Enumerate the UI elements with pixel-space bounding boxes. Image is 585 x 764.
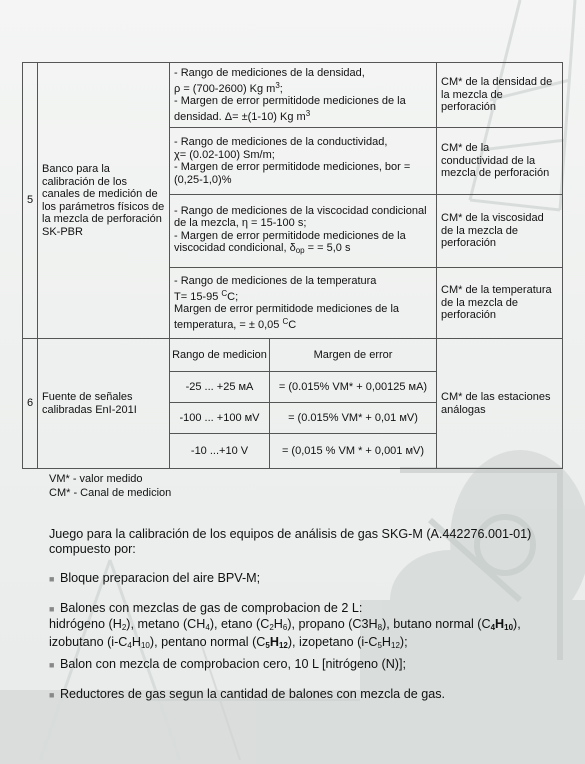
table-row <box>23 339 563 469</box>
error-cell: = (0.015% VM* + 0,01 мV) <box>270 403 437 434</box>
analog-stations-channel: CM* de las estaciones análogas <box>437 339 563 469</box>
footnotes <box>49 472 171 500</box>
header-range: Rango de medicion <box>170 339 270 372</box>
range-cell: -25 ... +25 мА <box>170 372 270 403</box>
temperature-channel: CM* de la temperatura de la mezcla de perforación <box>437 268 563 339</box>
row-number: 6 <box>23 339 38 469</box>
density-spec: - Rango de mediciones de la densidad, ρ = (700-2600) Kg $m^3$; - Margen de error permitidode mediciones de la densidad. Δ= ±(1-10) Kg $m^3$ <box>170 63 437 128</box>
bullet-icon: ■ <box>49 660 55 670</box>
row-number: 5 <box>23 63 38 339</box>
density-channel: CM* de la densidad de la mezcla de perforación <box>437 63 563 128</box>
list-item: ■ Bloque preparacion del aire BPV-M; <box>49 571 261 585</box>
list-item: ■ Balon con mezcla de comprobacion cero, 10 L [nitrógeno (N)]; <box>49 657 406 671</box>
bullet-icon: ■ <box>49 690 55 700</box>
conductivity-channel: CM* de la conductividad de la mezcla de perforación <box>437 128 563 195</box>
footnote-vm: VM* - valor medido <box>49 473 143 485</box>
conductivity-spec: - Rango de mediciones de la conductividad, χ= (0.02-100) Sm/m; - Margen de error permitidode mediciones, bor = (0,25-1,0)% <box>170 128 437 195</box>
signal-source-ranges <box>170 339 437 469</box>
gas-kit-intro: Juego para la calibración de los equipos de análisis de gas SKG-M (A.442276.001-01) compuesto por: <box>49 527 532 556</box>
subtable-row <box>170 372 436 403</box>
range-cell: -10 ...+10 V <box>170 434 270 469</box>
subtable-header <box>170 339 436 372</box>
error-cell: = (0,015 % VM * + 0,001 мV) <box>270 434 437 469</box>
viscosity-channel: CM* de la viscosidad de la mezcla de perforación <box>437 195 563 268</box>
table-row <box>23 63 563 128</box>
header-error: Margen de error <box>270 339 437 372</box>
error-cell: = (0.015% VM* + 0,00125 мА) <box>270 372 437 403</box>
bullet-icon: ■ <box>49 574 55 584</box>
list-item: ■ Balones con mezclas de gas de comprobacion de 2 L: hidrógeno $(H_2)$, metano $(CH_4)$, etano $(C_2H_6)$, propano $(C3H_8)$, butano normal $(C_4H_{10})$, izobutano $(i-C_4H_{10})$, pentano normal $(C_5H_{12})$, izopetano $(i-C_5H_{12})$; <box>49 601 521 650</box>
equipment-table <box>22 62 563 469</box>
equipment-name: Fuente de señales calibradas EnI-201I <box>38 339 170 469</box>
temperature-spec: - Rango de mediciones de la temperatura T= 15-95 $^C$C; Margen de error permitidode mediciones de la temperatura, = ± 0,05 $^C$C <box>170 268 437 339</box>
subtable-row <box>170 434 436 469</box>
viscosity-spec: - Rango de mediciones de la viscocidad condicional de la mezcla, η = 15-100 s; - Margen de error permitidode mediciones de la viscocidad condicional, $\delta_{ор}$ = = 5,0 s <box>170 195 437 268</box>
equipment-name: Banco para la calibración de los canales de medición de los parámetros físicos de la mezcla de perforación SK-PBR <box>38 63 170 339</box>
footnote-cm: CM* - Canal de medicion <box>49 487 172 499</box>
range-cell: -100 ... +100 мV <box>170 403 270 434</box>
ranges-subtable <box>170 339 436 468</box>
bullet-icon: ■ <box>49 604 55 614</box>
list-item: ■ Reductores de gas segun la cantidad de balones con mezcla de gas. <box>49 687 445 701</box>
subtable-row <box>170 403 436 434</box>
